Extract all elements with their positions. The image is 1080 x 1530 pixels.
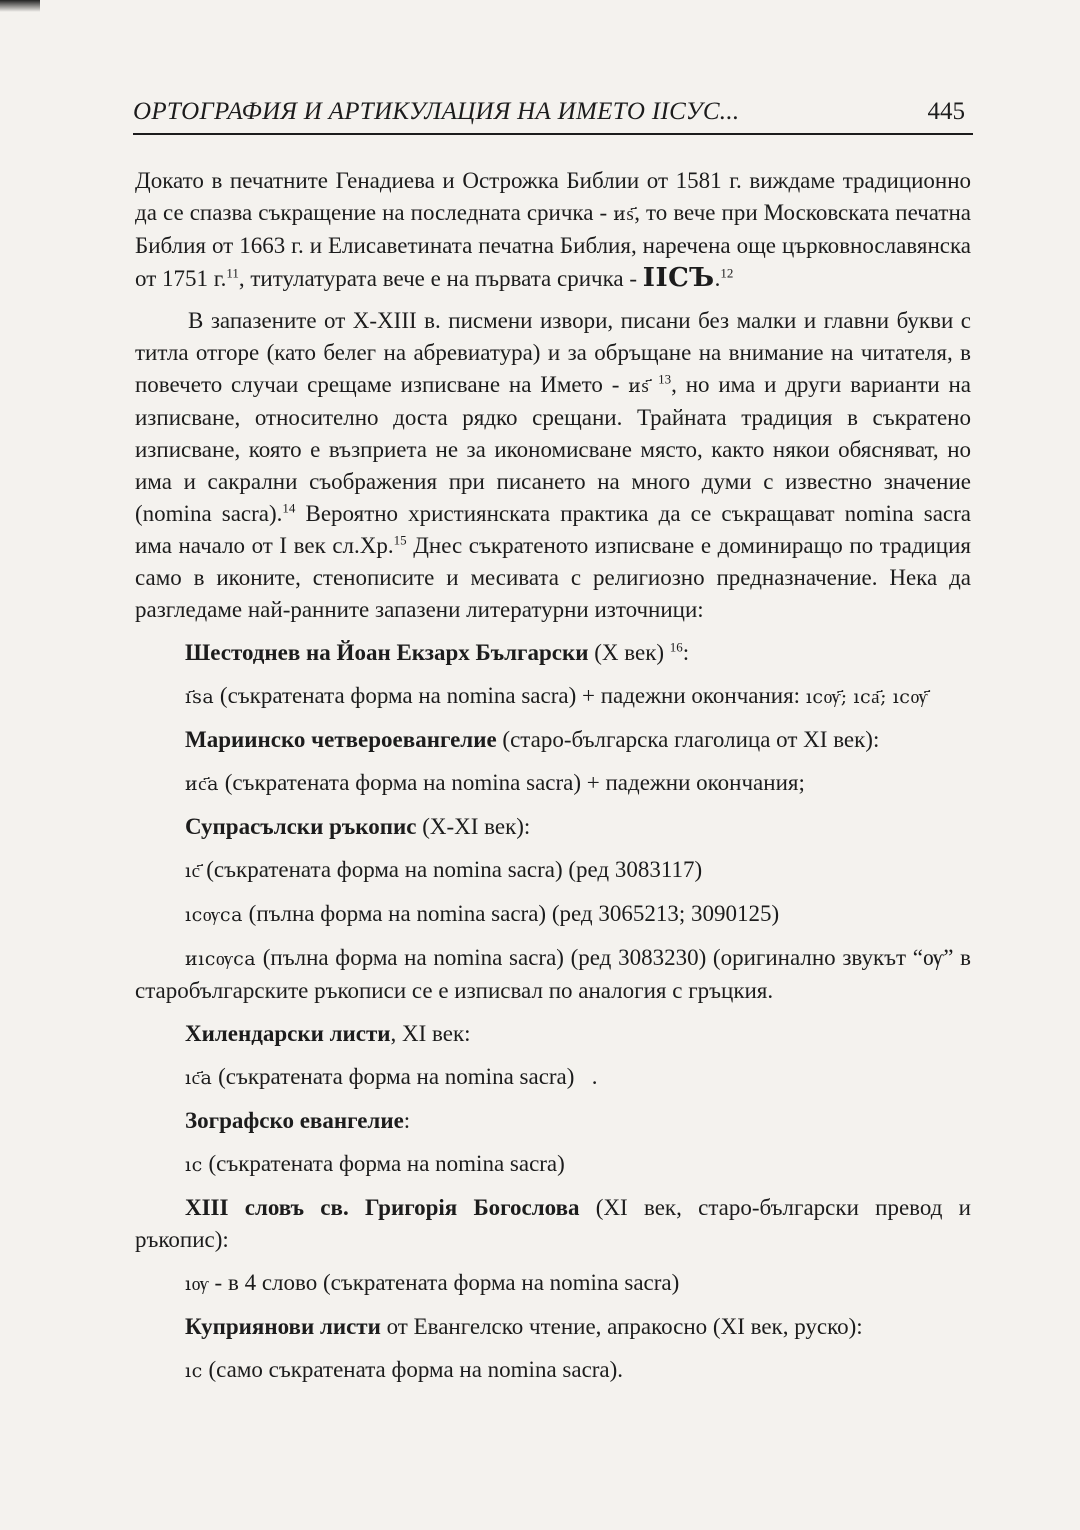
paragraph-2: В запазените от X-XIII в. писмени извори, писани без малки и главни букви с титла отгоре (като белег на абревиатура) и за обръщане на внимание на читателя, в повечето случаи срещаме изписване на Името - иѕ҃ $^{13}$, но има и други варианти на изписване, относително доста рядко срещани. Трайната традиция в съкратено изписване, която е възприета не за икономисване място, както някои обясняват, но има и сакрални съображения при писането на много думи с известно значение (nomina sacra).$^{14}$ Вероятно християнската практика да се съкращават nomina sacra има начало от I век сл.Хр.$^{15}$ Днес съкратеното изписване е доминиращо по традиция само в иконите, стенописите и месивата с религиозно предназначение. Нека да разгледаме най-ранните запазени литературни източници:: [135, 308, 972, 622]
form-line: ıсѹса (пълна форма на nomina sacra) (ред 3065213; 3090125): [185, 901, 780, 926]
abbreviation: иѕ҃: [613, 203, 635, 225]
page-number: 445: [927, 98, 965, 125]
form-line: ıс (само съкратената форма на nomina sacra).: [185, 1357, 624, 1382]
slavonic-form: ıс: [185, 1360, 203, 1382]
footnote-ref: 16: [669, 639, 683, 655]
scan-edge-shadow: [0, 0, 40, 12]
source-title: XIII словъ св. Григорія Богослова: [185, 1195, 580, 1220]
source-heading: XIII словъ св. Григорія Богослова (XI век, старо-български превод и ръкопис):: [135, 1195, 971, 1252]
slavonic-form: ıсѹ҃;: [805, 686, 848, 708]
source-heading: Супрасълски ръкопис (X-XI век):: [185, 814, 531, 839]
body-text: [135, 165, 971, 1387]
header-rule: [133, 133, 973, 135]
slavonic-form: иıсѹса: [185, 948, 257, 970]
abbreviation: ІІСЪ: [642, 263, 715, 293]
source-title: Куприянови листи: [185, 1314, 381, 1339]
form-line: ис҃а (съкратената форма на nomina sacra) + падежни окончания;: [185, 770, 805, 795]
footnote-ref: 11: [226, 265, 239, 281]
form-line: иıсѹса (пълна форма на nomina sacra) (ред 3083230) (оригинално звукът “ѹ” в старобългарските ръкописи се е изписвал по аналогия с гръцкия.: [135, 945, 971, 1003]
slavonic-form: ис҃а: [185, 773, 219, 795]
form-line: ıс҃а (съкратената форма на nomina sacra) .: [185, 1064, 598, 1089]
abbreviation: иѕ҃: [628, 375, 650, 397]
header-title: ОРТОГРАФИЯ И АРТИКУЛАЦИЯ НА ИМЕТО ІІСУС...: [133, 98, 740, 125]
slavonic-form: ıѹ: [185, 1273, 209, 1295]
footnote-ref: 14: [282, 500, 296, 516]
source-heading: Мариинско четвероевангелие (старо-българска глаголица от XI век):: [185, 727, 880, 752]
footnote-ref: 15: [393, 532, 407, 548]
form-line: ıс҃ (съкратената форма на nomina sacra) (ред 3083117): [185, 857, 703, 882]
source-heading: Куприянови листи от Евангелско чтение, апракосно (XI век, руско):: [185, 1314, 863, 1339]
slavonic-form: ıсѹ҃: [892, 686, 928, 708]
paragraph-1: Докато в печатните Генадиева и Острожка Библии от 1581 г. виждаме традиционно да се спазва съкращение на последната сричка - иѕ҃, то вече при Московската печатна Библия от 1663 г. и Елисаветината печатна Библия, наречена още църковнославянска от 1751 г.$^{11}$, титулатурата вече е на първата сричка - ІІСЪ.$^{12}$: [135, 168, 971, 293]
slavonic-form: ıсѹса: [185, 904, 243, 926]
source-heading: Хилендарски листи, XI век:: [185, 1021, 471, 1046]
footnote-ref: 13: [658, 371, 672, 387]
form-line: ıс (съкратената форма на nomina sacra): [185, 1151, 565, 1176]
slavonic-form: ıса҃;: [853, 686, 887, 708]
source-title: Шестоднев на Йоан Екзарх Български: [185, 640, 589, 665]
slavonic-form: ı҃ѕа: [185, 686, 215, 708]
slavonic-form: ıс: [185, 1154, 203, 1176]
source-heading: Зографско евангелие:: [185, 1108, 411, 1133]
running-header: [133, 98, 973, 138]
source-heading: Шестоднев на Йоан Екзарх Български (X век) $^{16}$:: [185, 639, 690, 665]
form-line: ıѹ - в 4 слово (съкратената форма на nomina sacra): [185, 1270, 680, 1295]
form-line: ı҃ѕа (съкратената форма на nomina sacra) + падежни окончания: ıсѹ҃; ıса҃; ıсѹ҃: [185, 683, 928, 708]
source-title: Мариинско четвероевангелие: [185, 727, 497, 752]
source-title: Хилендарски листи: [185, 1021, 391, 1046]
source-title: Зографско евангелие: [185, 1108, 404, 1133]
slavonic-form: ıс҃: [185, 860, 201, 882]
source-title: Супрасълски ръкопис: [185, 814, 417, 839]
footnote-ref: 12: [720, 265, 734, 281]
slavonic-form: ıс҃а: [185, 1067, 213, 1089]
